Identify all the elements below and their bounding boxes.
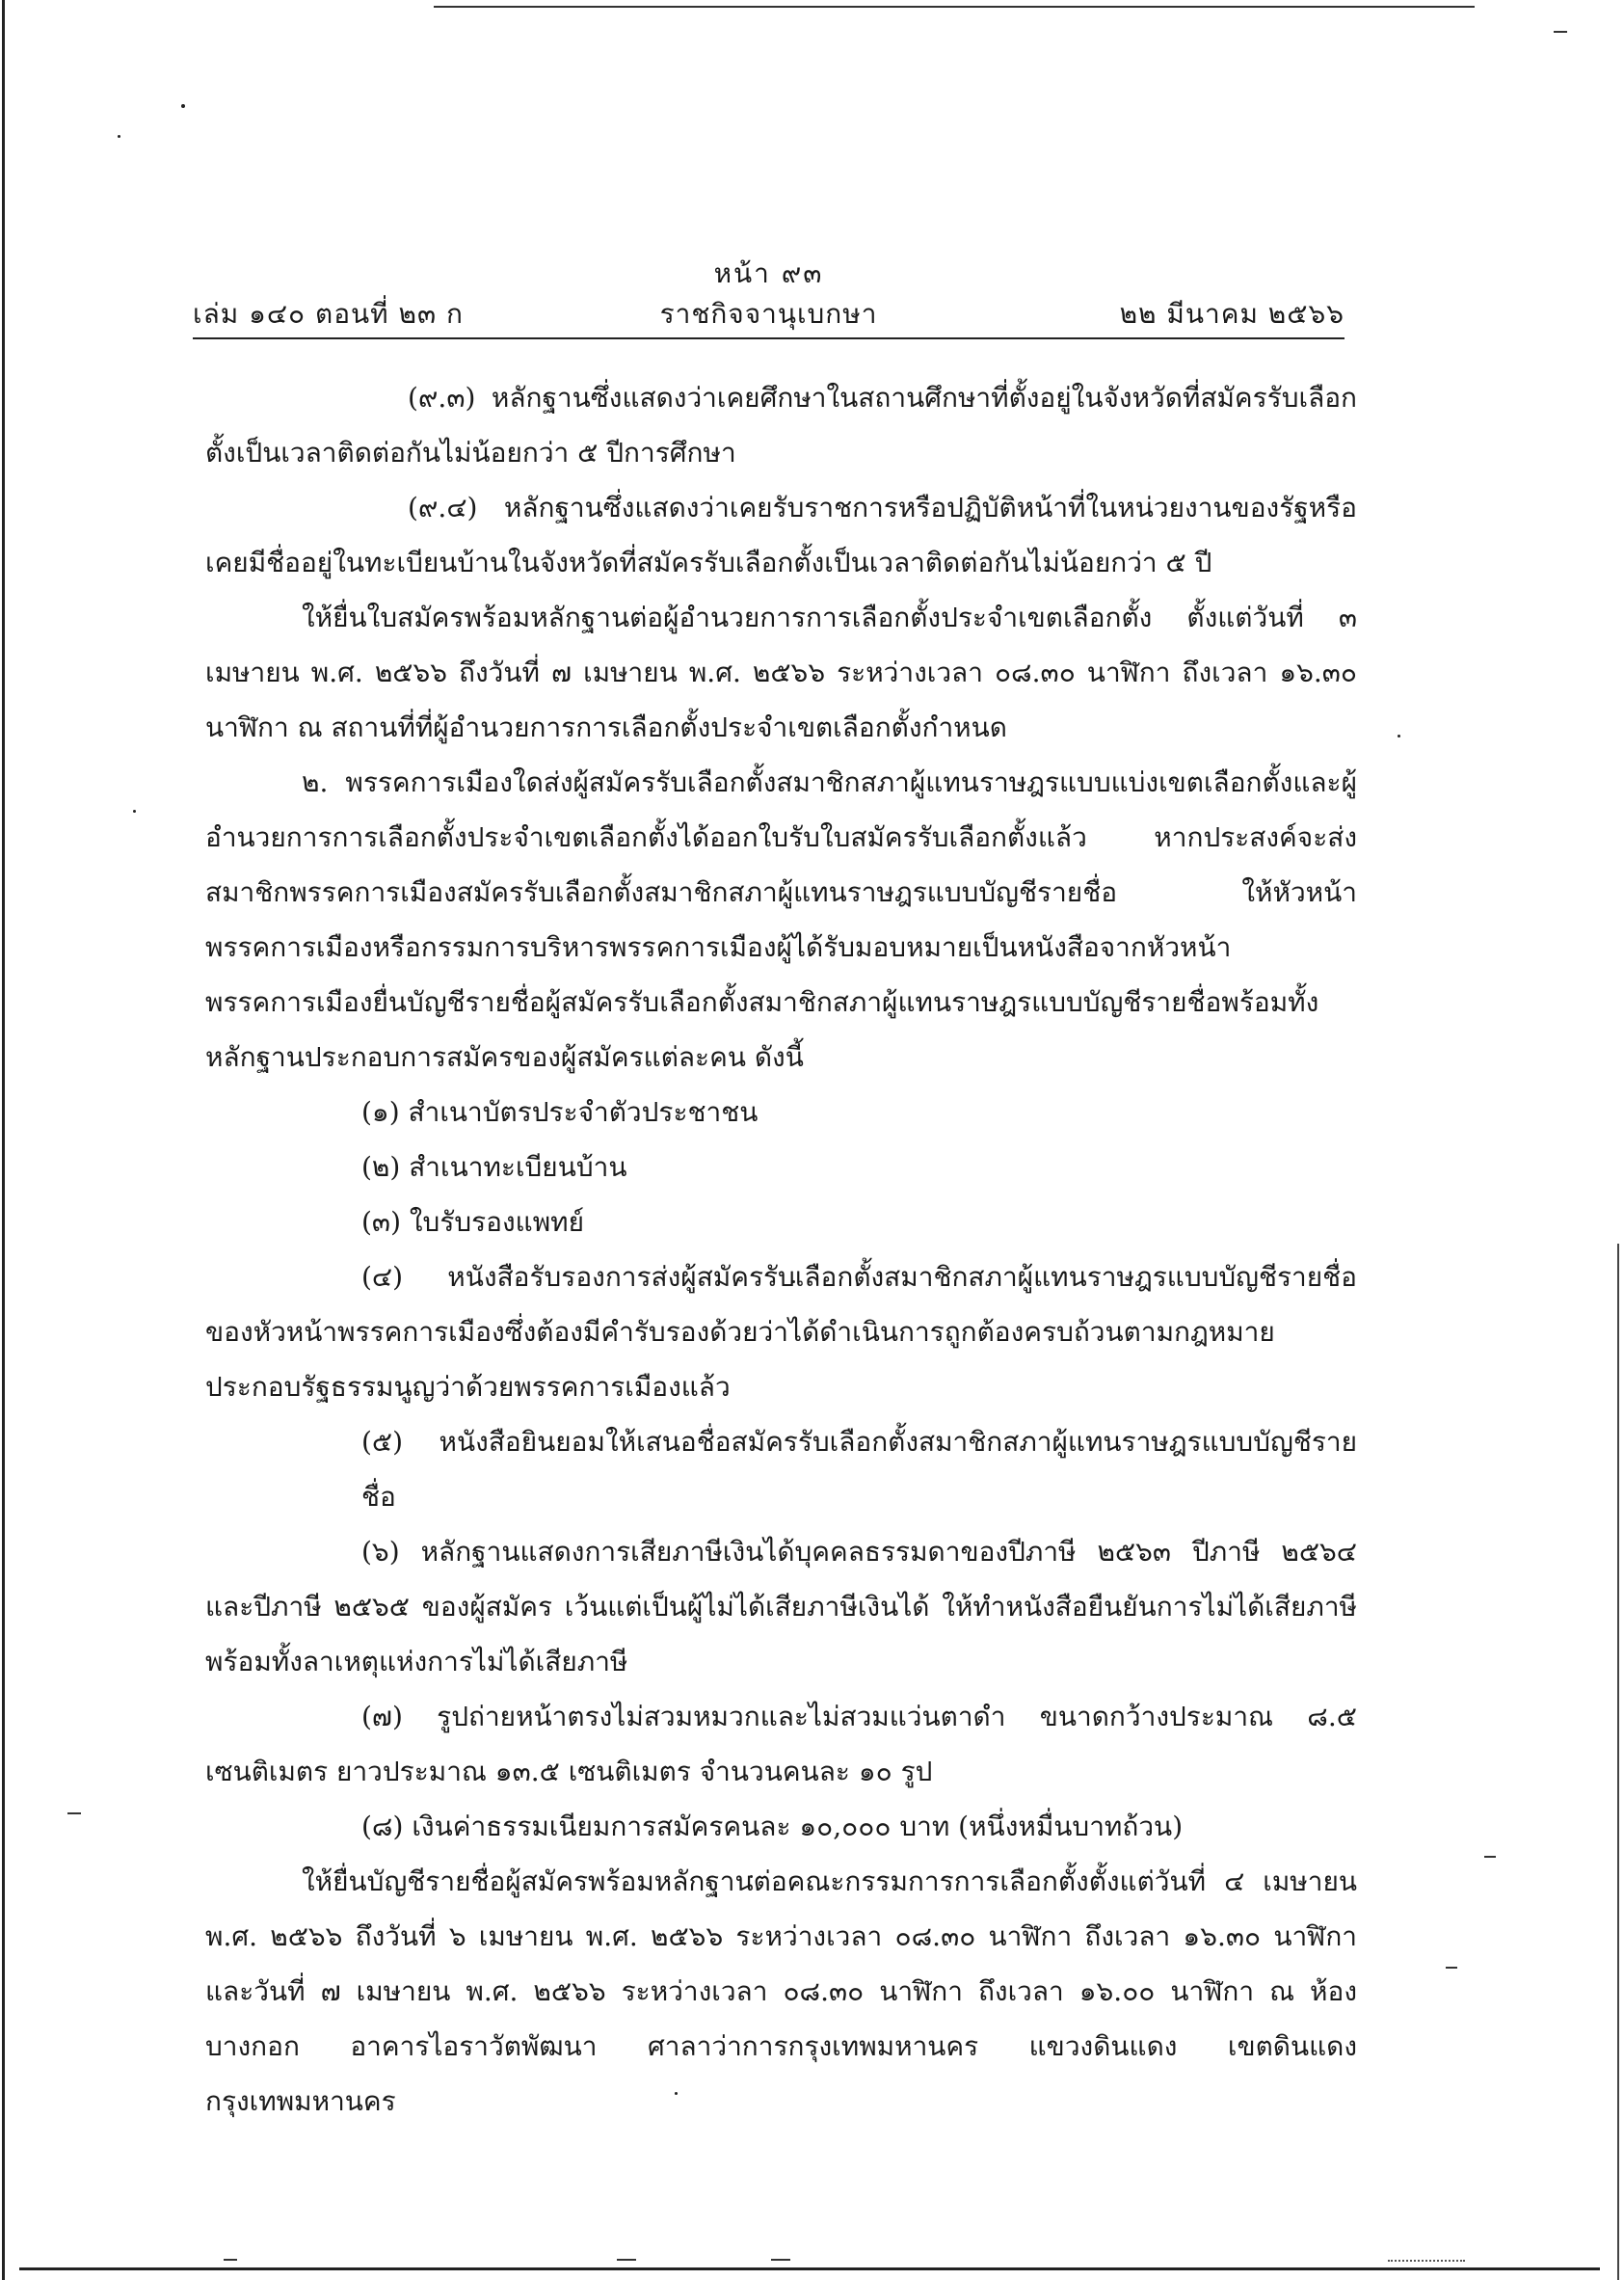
scan-dash bbox=[771, 2259, 790, 2261]
scan-dash bbox=[67, 1812, 81, 1814]
scan-bottom-border bbox=[19, 2267, 1600, 2270]
document-body bbox=[205, 370, 1357, 2129]
list-item: (๑) สำเนาบัตรประจำตัวประชาชน bbox=[361, 1096, 759, 1128]
scan-dash bbox=[1388, 2260, 1465, 2262]
paragraph-submit-district: ให้ยื่นใบสมัครพร้อมหลักฐานต่อผู้อำนวยการการเลือกตั้งประจำเขตเลือกตั้ง ตั้งแต่วันที่ ๓ เมษายน พ.ศ. ๒๕๖๖ ถึงวันที่ ๗ เมษายน พ.ศ. ๒๕๖๖ ระหว่างเวลา ๐๘.๓๐ นาฬิกา ถึงเวลา ๑๖.๓๐ นาฬิกา ณ สถานที่ที่ผู้อำนวยการการเลือกตั้งประจำเขตเลือกตั้งกำหนด bbox=[205, 602, 1357, 743]
scan-speck bbox=[133, 810, 136, 813]
list-item: (๕) หนังสือยินยอมให้เสนอชื่อสมัครรับเลือกตั้งสมาชิกสภาผู้แทนราษฎรแบบบัญชีรายชื่อ bbox=[361, 1426, 1357, 1513]
list-item: (๗) รูปถ่ายหน้าตรงไม่สวมหมวกและไม่สวมแว่นตาดำ ขนาดกว้างประมาณ ๘.๕ เซนติเมตร ยาวประมาณ ๑๓.๕ เซนติเมตร จำนวนคนละ ๑๐ รูป bbox=[205, 1701, 1357, 1787]
publication-date: ๒๒ มีนาคม ๒๕๖๖ bbox=[1119, 298, 1344, 330]
page-number: หน้า ๙๓ bbox=[713, 257, 824, 289]
paragraph-9-4: (๙.๔) หลักฐานซึ่งแสดงว่าเคยรับราชการหรือปฏิบัติหน้าที่ในหน่วยงานของรัฐหรือเคยมีชื่ออยู่ในทะเบียนบ้านในจังหวัดที่สมัครรับเลือกตั้งเป็นเวลาติดต่อกันไม่น้อยกว่า ๕ ปี bbox=[205, 492, 1357, 578]
scan-speck bbox=[181, 104, 185, 108]
scan-dash bbox=[1484, 1856, 1496, 1858]
gazette-header bbox=[193, 253, 1344, 339]
scan-speck bbox=[1398, 735, 1400, 738]
scan-right-border bbox=[1617, 1244, 1619, 2280]
scan-top-border bbox=[434, 6, 1475, 8]
scan-dash bbox=[617, 2259, 636, 2261]
paragraph-submit-commission: ให้ยื่นบัญชีรายชื่อผู้สมัครพร้อมหลักฐานต่อคณะกรรมการการเลือกตั้งตั้งแต่วันที่ ๔ เมษายน พ.ศ. ๒๕๖๖ ถึงวันที่ ๖ เมษายน พ.ศ. ๒๕๖๖ ระหว่างเวลา ๐๘.๓๐ นาฬิกา ถึงเวลา ๑๖.๓๐ นาฬิกา และวันที่ ๗ เมษายน พ.ศ. ๒๕๖๖ ระหว่างเวลา ๐๘.๓๐ นาฬิกา ถึงเวลา ๑๖.๐๐ นาฬิกา ณ ห้องบางกอก อาคารไอราวัตพัฒนา ศาลาว่าการกรุงเทพมหานคร แขวงดินแดง เขตดินแดง กรุงเทพมหานคร bbox=[205, 1865, 1357, 2117]
list-item: (๔) หนังสือรับรองการส่งผู้สมัครรับเลือกตั้งสมาชิกสภาผู้แทนราษฎรแบบบัญชีรายชื่อของหัวหน้าพรรคการเมืองซึ่งต้องมีคำรับรองด้วยว่าได้ดำเนินการถูกต้องครบถ้วนตามกฎหมายประกอบรัฐธรรมนูญว่าด้วยพรรคการเมืองแล้ว bbox=[205, 1261, 1357, 1403]
list-item: (๘) เงินค่าธรรมเนียมการสมัครคนละ ๑๐,๐๐๐ บาท (หนึ่งหมื่นบาทถ้วน) bbox=[361, 1811, 1184, 1842]
scan-left-border bbox=[2, 0, 5, 2280]
paragraph-9-3: (๙.๓) หลักฐานซึ่งแสดงว่าเคยศึกษาในสถานศึกษาที่ตั้งอยู่ในจังหวัดที่สมัครรับเลือกตั้งเป็นเวลาติดต่อกันไม่น้อยกว่า ๕ ปีการศึกษา bbox=[205, 382, 1357, 469]
scan-dash bbox=[1446, 1967, 1457, 1969]
list-item: (๓) ใบรับรองแพทย์ bbox=[361, 1206, 585, 1238]
scan-dash bbox=[1554, 31, 1567, 33]
header-divider bbox=[193, 337, 1344, 339]
scan-speck bbox=[118, 135, 120, 138]
list-item: (๖) หลักฐานแสดงการเสียภาษีเงินได้บุคคลธรรมดาของปีภาษี ๒๕๖๓ ปีภาษี ๒๕๖๔ และปีภาษี ๒๕๖๕ ของผู้สมัคร เว้นแต่เป็นผู้ไม่ได้เสียภาษีเงินได้ ให้ทำหนังสือยืนยันการไม่ได้เสียภาษีพร้อมทั้งลาเหตุแห่งการไม่ได้เสียภาษี bbox=[205, 1536, 1357, 1677]
publication-name: ราชกิจจานุเบกษา bbox=[659, 298, 878, 330]
list-item: (๒) สำเนาทะเบียนบ้าน bbox=[361, 1151, 627, 1183]
paragraph-section-2: ๒. พรรคการเมืองใดส่งผู้สมัครรับเลือกตั้งสมาชิกสภาผู้แทนราษฎรแบบแบ่งเขตเลือกตั้งและผู้อำนวยการการเลือกตั้งประจำเขตเลือกตั้งได้ออกใบรับใบสมัครรับเลือกตั้งแล้ว หากประสงค์จะส่งสมาชิกพรรคการเมืองสมัครรับเลือกตั้งสมาชิกสภาผู้แทนราษฎรแบบบัญชีรายชื่อ ให้หัวหน้าพรรคการเมืองหรือกรรมการบริหารพรรคการเมืองผู้ได้รับมอบหมายเป็นหนังสือจากหัวหน้าพรรคการเมืองยื่นบัญชีรายชื่อผู้สมัครรับเลือกตั้งสมาชิกสภาผู้แทนราษฎรแบบบัญชีรายชื่อพร้อมทั้งหลักฐานประกอบการสมัครของผู้สมัครแต่ละคน ดังนี้ bbox=[205, 766, 1357, 1073]
scan-dash bbox=[224, 2259, 237, 2261]
volume-issue: เล่ม ๑๔๐ ตอนที่ ๒๓ ก bbox=[193, 298, 464, 330]
